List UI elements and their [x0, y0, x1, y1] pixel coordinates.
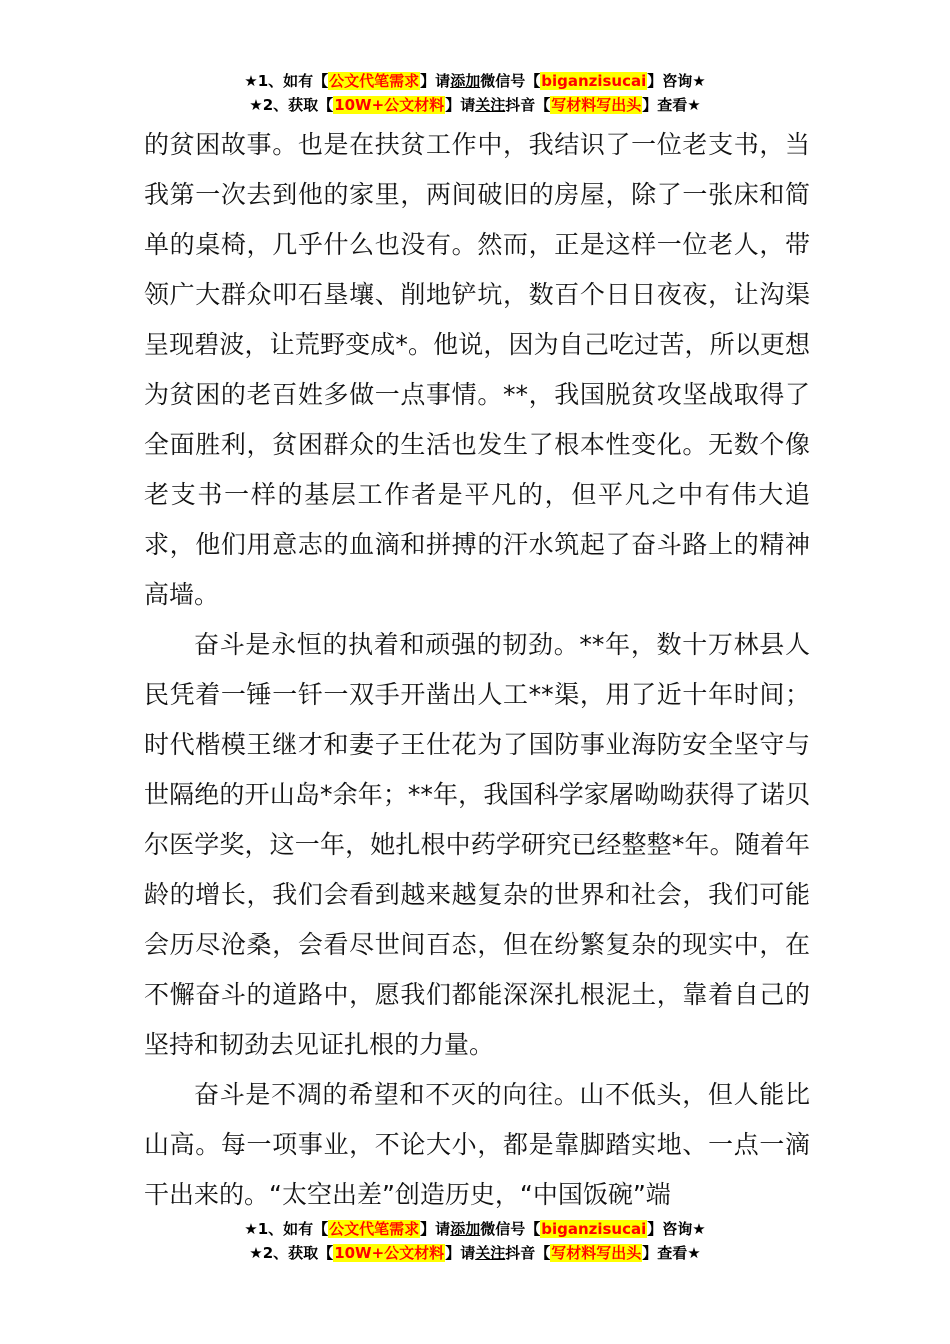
- footer-banner-line-2: [0, 1242, 950, 1266]
- banner-text: 】请: [445, 1244, 476, 1262]
- banner-highlight: 写材料写出头: [551, 96, 642, 114]
- paragraph: 奋斗是不凋的希望和不灭的向往。山不低头，但人能比山高。每一项事业，不论大小，都是靠脚踏实地、一点一滴干出来的。“太空出差”创造历史，“中国饭碗”端: [144, 1080, 810, 1209]
- footer-banner: [0, 1218, 950, 1266]
- banner-text: ★1、如有【: [244, 72, 329, 90]
- banner-underlined-text: 关注: [475, 96, 506, 114]
- banner-text: 】请: [420, 72, 451, 90]
- banner-highlight: 10W+公文材料: [334, 1244, 445, 1262]
- footer-banner-line-1: [0, 1218, 950, 1242]
- document-body: [144, 120, 810, 1220]
- banner-text: ★2、获取【: [249, 96, 334, 114]
- banner-text: 微信号【: [480, 1220, 541, 1238]
- paragraph: 奋斗是永恒的执着和顽强的韧劲。**年，数十万林县人民凭着一锤一钎一双手开凿出人工**渠，用了近十年时间；时代楷模王继才和妻子王仕花为了国防事业海防安全坚守与世隔绝的开山岛*余年；**年，我国科学家屠呦呦获得了诺贝尔医学奖，这一年，她扎根中药学研究已经整整*年。随着年龄的增长，我们会看到越来越复杂的世界和社会，我们可能会历尽沧桑，会看尽世间百态，但在纷繁复杂的现实中，在不懈奋斗的道路中，愿我们都能深深扎根泥土，靠着自己的坚持和韧劲去见证扎根的力量。: [144, 630, 810, 1059]
- banner-text: ★1、如有【: [244, 1220, 329, 1238]
- banner-text: 】请: [445, 96, 476, 114]
- banner-highlight: biganzisucai: [541, 72, 647, 90]
- banner-highlight: 10W+公文材料: [334, 96, 445, 114]
- banner-underlined-text: 添加: [450, 72, 481, 90]
- banner-text: 】咨询★: [647, 72, 706, 90]
- banner-highlight: 公文代笔需求: [329, 72, 420, 90]
- banner-text: ★2、获取【: [249, 1244, 334, 1262]
- banner-underlined-text: 添加: [450, 1220, 481, 1238]
- banner-text: 抖音【: [505, 1244, 551, 1262]
- paragraph-continuation: 的贫困故事。也是在扶贫工作中，我结识了一位老支书，当我第一次去到他的家里，两间破旧的房屋，除了一张床和简单的桌椅，几乎什么也没有。然而，正是这样一位老人，带领广大群众叩石垦壤、削地铲坑，数百个日日夜夜，让沟渠呈现碧波，让荒野变成*。他说，因为自己吃过苦，所以更想为贫困的老百姓多做一点事情。**，我国脱贫攻坚战取得了全面胜利，贫困群众的生活也发生了根本性变化。无数个像老支书一样的基层工作者是平凡的，但平凡之中有伟大追求，他们用意志的血滴和拼搏的汗水筑起了奋斗路上的精神高墙。: [144, 130, 810, 609]
- banner-text: 】请: [420, 1220, 451, 1238]
- banner-underlined-text: 关注: [475, 1244, 506, 1262]
- header-banner: [0, 70, 950, 118]
- banner-text: 抖音【: [505, 96, 551, 114]
- header-banner-line-2: [0, 94, 950, 118]
- header-banner-line-1: [0, 70, 950, 94]
- banner-highlight: biganzisucai: [541, 1220, 647, 1238]
- banner-highlight: 写材料写出头: [551, 1244, 642, 1262]
- banner-text: 微信号【: [480, 72, 541, 90]
- banner-highlight: 公文代笔需求: [329, 1220, 420, 1238]
- banner-text: 】查看★: [642, 96, 701, 114]
- banner-text: 】咨询★: [647, 1220, 706, 1238]
- banner-text: 】查看★: [642, 1244, 701, 1262]
